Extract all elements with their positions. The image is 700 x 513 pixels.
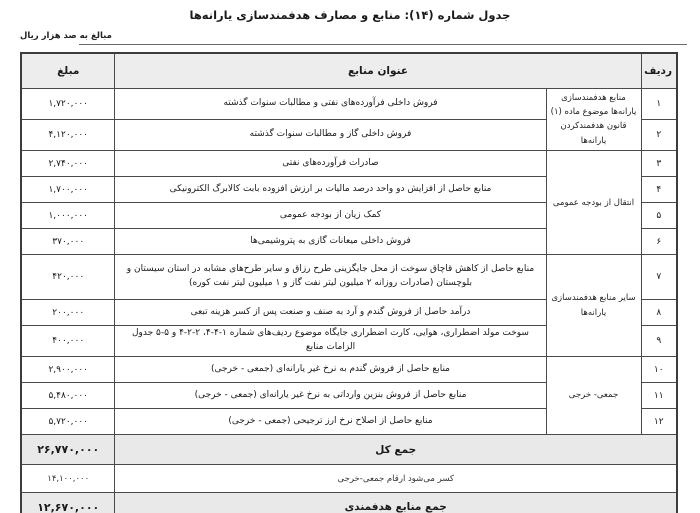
row-number: ۱۲ — [641, 409, 677, 435]
row-number: ۲ — [641, 119, 677, 150]
table-row — [21, 357, 677, 383]
amount-value: ۱,۰۰۰,۰۰۰ — [21, 203, 115, 229]
page-title: جدول شماره (۱۴): منابع و مصارف هدفمندسازی یارانه‌ها — [189, 8, 511, 22]
net-total-amount: ۱۲,۶۷۰,۰۰۰ — [21, 493, 115, 513]
header-source: عنوان منابع — [115, 53, 641, 88]
amount-value: ۲,۹۰۰,۰۰۰ — [21, 357, 115, 383]
header-radif: ردیف — [641, 53, 677, 88]
header-amount: مبلغ — [21, 53, 115, 88]
source-title: منابع حاصل از اصلاح نرخ ارز ترجیحی (جمعی - خرجی) — [115, 409, 546, 435]
source-title: فروش داخلی فرآورده‌های نفتی و مطالبات سنوات گذشته — [115, 88, 546, 119]
source-title: فروش داخلی گاز و مطالبات سنوات گذشته — [115, 119, 546, 150]
row-number: ۷ — [641, 255, 677, 300]
deduction-row — [21, 465, 677, 493]
group-cell: جمعی- خرجی — [546, 357, 641, 435]
group-cell: منابع هدفمندسازی یارانه‌ها موضوع ماده (۱) قانون هدفمندکردن یارانه‌ها — [546, 88, 641, 151]
deduction-amount: ۱۴,۱۰۰,۰۰۰ — [21, 465, 115, 493]
source-title: درآمد حاصل از فروش گندم و آرد به صنف و صنعت پس از کسر هزینه تبعی — [115, 300, 546, 326]
deduction-label: کسر می‌شود ارقام جمعی-خرجی — [115, 465, 677, 493]
subsidy-resources-table — [20, 52, 678, 513]
row-number: ۸ — [641, 300, 677, 326]
net-total-label: جمع منابع هدفمندی — [115, 493, 677, 513]
unit-note: مبالغ به صد هزار ریال — [20, 31, 112, 41]
amount-value: ۲,۷۴۰,۰۰۰ — [21, 151, 115, 177]
row-number: ۴ — [641, 177, 677, 203]
amount-value: ۱,۷۲۰,۰۰۰ — [21, 88, 115, 119]
source-title: منابع حاصل از فروش گندم به نرخ غیر یارانه‌ای (جمعی - خرجی) — [115, 357, 546, 383]
group-cell: سایر منابع هدفمندسازی یارانه‌ها — [546, 255, 641, 357]
row-number: ۹ — [641, 326, 677, 357]
source-title: منابع حاصل از افزایش دو واحد درصد مالیات بر ارزش افزوده بابت کالابرگ الکترونیکی — [115, 177, 546, 203]
amount-value: ۲۰۰,۰۰۰ — [21, 300, 115, 326]
amount-value: ۵,۴۸۰,۰۰۰ — [21, 383, 115, 409]
group-cell: انتقال از بودجه عمومی — [546, 151, 641, 255]
amount-value: ۵,۷۲۰,۰۰۰ — [21, 409, 115, 435]
source-title: منابع حاصل از کاهش قاچاق سوخت از محل جایگزینی طرح رزاق و سایر طرح‌های مشابه در استان سیستان و بلوچستان (صادرات روزانه ۲ میلیون لیتر نفت گاز و ۱ میلیون لیتر نفت کوره) — [115, 255, 546, 300]
source-title: سوخت مولد اضطراری، هوایی، کارت اضطراری جایگاه موضوع ردیف‌های شماره ۱-۴-۴، ۲-۲-۴ و ۵-۵ جدول الزامات منابع — [115, 326, 546, 357]
source-title: منابع حاصل از فروش بنزین وارداتی به نرخ غیر یارانه‌ای (جمعی - خرجی) — [115, 383, 546, 409]
source-title: صادرات فرآورده‌های نفتی — [115, 151, 546, 177]
amount-value: ۴,۱۲۰,۰۰۰ — [21, 119, 115, 150]
amount-value: ۱,۷۰۰,۰۰۰ — [21, 177, 115, 203]
table-row — [21, 151, 677, 177]
row-number: ۱ — [641, 88, 677, 119]
row-number: ۵ — [641, 203, 677, 229]
source-title: فروش داخلی میعانات گازی به پتروشیمی‌ها — [115, 229, 546, 255]
total-row — [21, 435, 677, 465]
row-number: ۶ — [641, 229, 677, 255]
source-title: کمک زیان از بودجه عمومی — [115, 203, 546, 229]
net-total-row — [21, 493, 677, 513]
amount-value: ۴۲۰,۰۰۰ — [21, 255, 115, 300]
top-rule-divider — [79, 44, 687, 45]
table-row — [21, 88, 677, 119]
table-row — [21, 255, 677, 300]
amount-value: ۴۰۰,۰۰۰ — [21, 326, 115, 357]
table-header-row — [21, 53, 677, 88]
row-number: ۳ — [641, 151, 677, 177]
amount-value: ۳۷۰,۰۰۰ — [21, 229, 115, 255]
total-amount: ۲۶,۷۷۰,۰۰۰ — [21, 435, 115, 465]
total-label: جمع کل — [115, 435, 677, 465]
row-number: ۱۱ — [641, 383, 677, 409]
row-number: ۱۰ — [641, 357, 677, 383]
